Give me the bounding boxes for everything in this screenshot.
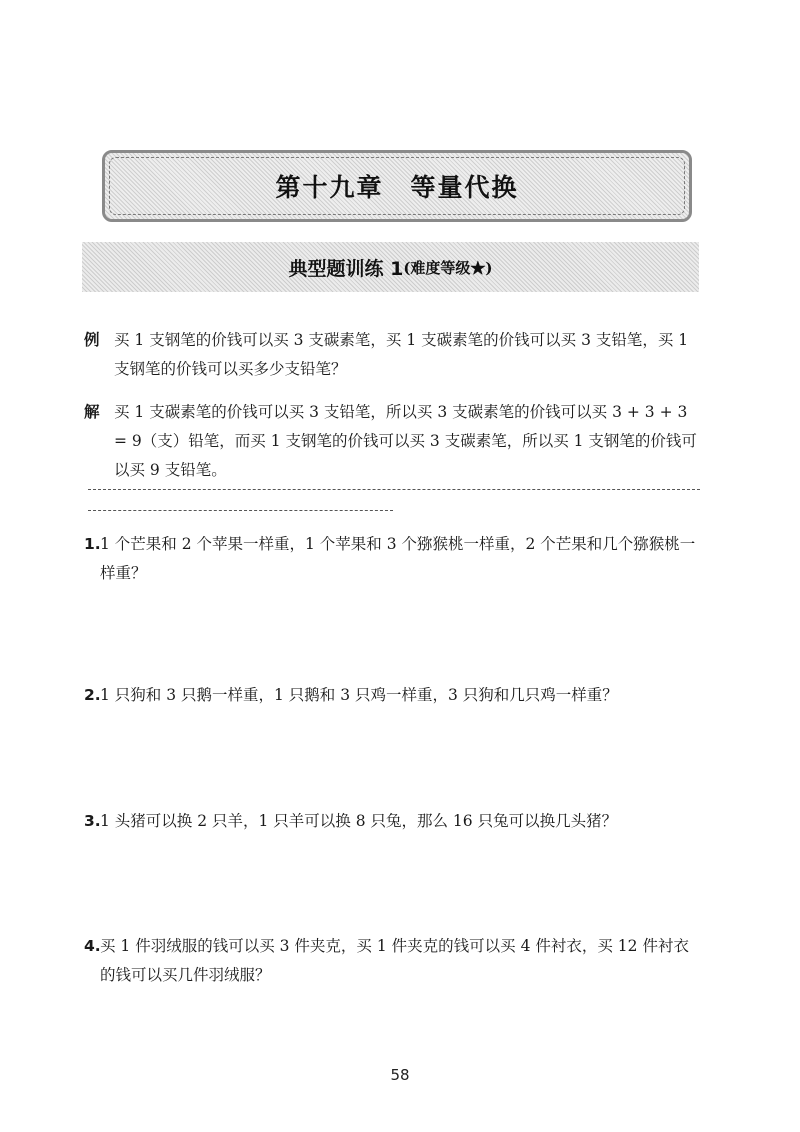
section-banner <box>82 242 699 292</box>
question-text: 1 只狗和 3 只鹅一样重，1 只鹅和 3 只鸡一样重，3 只狗和几只鸡一样重？ <box>100 686 618 704</box>
question-text: 买 1 件羽绒服的钱可以买 3 件夹克，买 1 件夹克的钱可以买 4 件衬衣，买 12 件衬衣的钱可以买几件羽绒服？ <box>100 937 689 984</box>
example-text: 买 1 支钢笔的价钱可以买 3 支碳素笔，买 1 支碳素笔的价钱可以买 3 支铅笔，买 1 支钢笔的价钱可以买多少支铅笔？ <box>114 331 689 378</box>
question-text: 1 头猪可以换 2 只羊，1 只羊可以换 8 只兔，那么 16 只兔可以换几头猪？ <box>100 812 618 830</box>
question-number: 1. <box>84 535 101 553</box>
chapter-title: 第十九章 等量代换 <box>275 173 519 202</box>
question-item <box>84 807 704 836</box>
solution-text: 买 1 支碳素笔的价钱可以买 3 支铅笔，所以买 3 支碳素笔的价钱可以买 3 + 3 + 3 = 9（支）铅笔，而买 1 支钢笔的价钱可以买 3 支碳素笔，所以买 1 支钢笔的价钱可以买 9 支铅笔。 <box>114 403 697 479</box>
section-title: 典型题训练 1 <box>288 257 404 280</box>
question-item <box>84 530 704 588</box>
solution-block <box>84 398 704 485</box>
question-number: 3. <box>84 812 101 830</box>
question-item <box>84 932 704 990</box>
question-number: 4. <box>84 937 101 955</box>
page-number: 58 <box>390 1066 410 1084</box>
dashed-divider-short <box>88 510 393 511</box>
section-difficulty: (难度等级★) <box>403 258 493 277</box>
dashed-divider <box>88 489 700 490</box>
chapter-banner <box>102 150 692 222</box>
question-text: 1 个芒果和 2 个苹果一样重，1 个苹果和 3 个猕猴桃一样重，2 个芒果和几个猕猴桃一样重？ <box>100 535 696 582</box>
question-item <box>84 681 704 710</box>
example-block <box>84 326 704 384</box>
example-tag: 例 <box>84 331 100 349</box>
question-number: 2. <box>84 686 101 704</box>
solution-tag: 解 <box>84 403 100 421</box>
